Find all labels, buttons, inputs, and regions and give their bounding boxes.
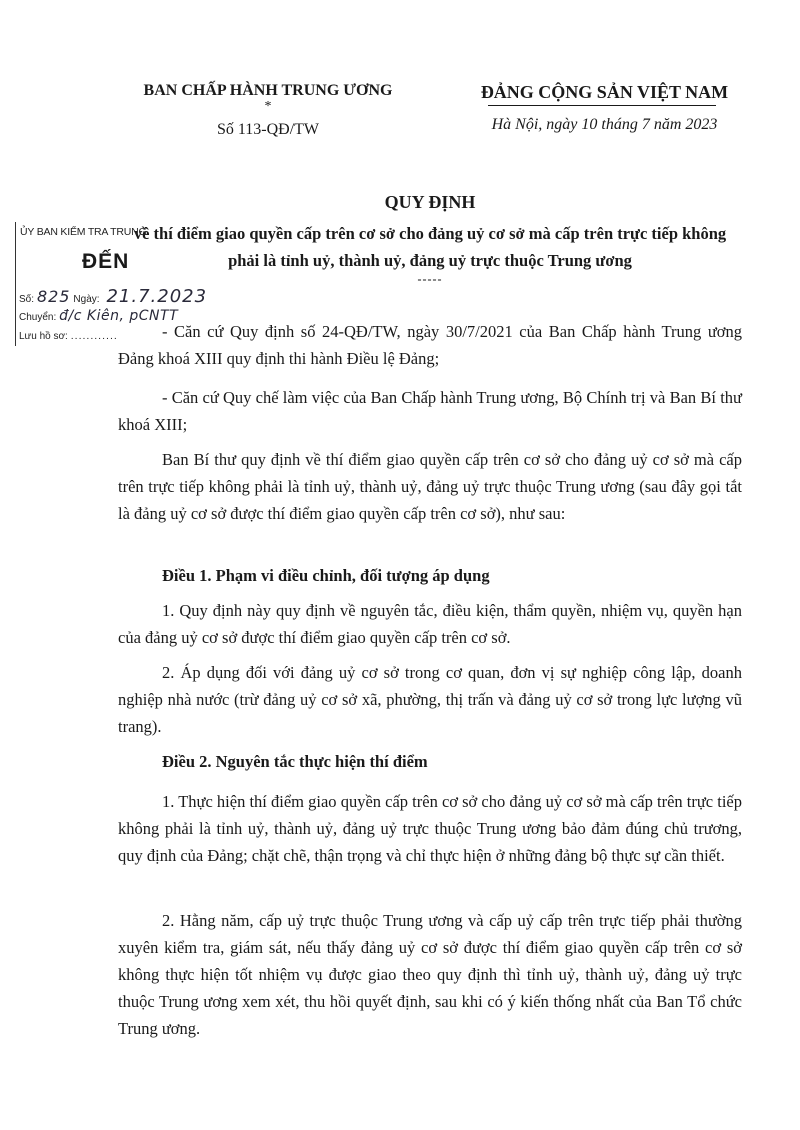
stamp-luu-label: Lưu hồ sơ:	[19, 331, 68, 342]
paragraph-legal-basis-2	[118, 384, 742, 438]
document-number: Số 113-QĐ/TW	[216, 121, 320, 138]
issue-date: Hà Nội, ngày 10 tháng 7 năm 2023	[491, 116, 718, 133]
stamp-ngay-label: Ngày:	[73, 294, 100, 305]
stamp-archive-row	[19, 330, 118, 342]
paragraph-text: 1. Thực hiện thí điểm giao quyền cấp trên cơ sở cho đảng uỷ cơ sở mà cấp trên trực tiếp không phải là tỉnh uỷ, thành uỷ, đảng uỷ trực thuộc Trung ương bảo đảm đúng chủ trương, quy định của Đảng; chặt chẽ, thận trọng và chỉ thực hiện ở những đảng bộ thực sự cần thiết.	[118, 792, 742, 865]
paragraph-text: - Căn cứ Quy định số 24-QĐ/TW, ngày 30/7/2021 của Ban Chấp hành Trung ương Đảng khoá XIII quy định thi hành Điều lệ Đảng;	[118, 322, 742, 368]
paragraph-legal-basis-1	[118, 318, 742, 372]
stamp-luu-value: ............	[70, 330, 118, 342]
paragraph-text: Ban Bí thư quy định về thí điểm giao quyền cấp trên cơ sở cho đảng uỷ cơ sở mà cấp trên trực tiếp không phải là tỉnh uỷ, thành uỷ, đảng uỷ trực thuộc Trung ương (sau đây gọi tắt là đảng uỷ cơ sở được thí điểm giao quyền cấp trên cơ sở), như sau:	[118, 450, 742, 523]
article-1-clause-1	[118, 597, 742, 651]
header-star: *	[264, 99, 272, 114]
stamp-number-row	[19, 286, 207, 307]
paragraph-text: 2. Áp dụng đối với đảng uỷ cơ sở trong cơ quan, đơn vị sự nghiệp công lập, doanh nghiệp nhà nước (trừ đảng uỷ cơ sở xã, phường, thị trấn và đảng uỷ cơ sở trong lực lượng vũ trang).	[118, 663, 742, 736]
paragraph-preamble	[118, 446, 742, 527]
stamp-organization: ỦY BAN KIỂM TRA TRUNG	[20, 226, 147, 238]
stamp-chuyen-label: Chuyển:	[19, 312, 57, 323]
stamp-den-label: ĐẾN	[82, 250, 130, 273]
article-2-clause-1	[118, 788, 742, 869]
article-1-clause-2	[118, 659, 742, 740]
stamp-so-value: 825	[36, 287, 71, 306]
stamp-so-label: Số:	[19, 294, 35, 305]
paragraph-text: 1. Quy định này quy định về nguyên tắc, điều kiện, thẩm quyền, nhiệm vụ, quyền hạn của đảng uỷ cơ sở được thí điểm giao quyền cấp trên cơ sở.	[118, 601, 742, 647]
issuing-organization: BAN CHẤP HÀNH TRUNG ƯƠNG	[143, 82, 393, 99]
document-subtitle: về thí điểm giao quyền cấp trên cơ sở cho đảng uỷ cơ sở mà cấp trên trực tiếp không phải là tỉnh uỷ, thành uỷ, đảng uỷ trực thuộc Trung ương	[133, 224, 727, 270]
party-name: ĐẢNG CỘNG SẢN VIỆT NAM	[480, 82, 729, 102]
header-underline	[488, 105, 716, 106]
stamp-ngay-value: 21.7.2023	[106, 286, 208, 307]
stamp-chuyen-value: đ/c Kiên, pCNTT	[59, 308, 179, 324]
paragraph-text: - Căn cứ Quy chế làm việc của Ban Chấp hành Trung ương, Bộ Chính trị và Ban Bí thư khoá XIII;	[118, 388, 742, 434]
article-2-clause-2	[118, 907, 742, 1042]
paragraph-text: 2. Hằng năm, cấp uỷ trực thuộc Trung ương và cấp uỷ cấp trên trực tiếp phải thường xuyên kiểm tra, giám sát, nếu thấy đảng uỷ cơ sở được thí điểm giao quyền cấp trên cơ sở không thực hiện tốt nhiệm vụ được giao theo quy định thì tỉnh uỷ, thành uỷ, đảng uỷ trực thuộc Trung ương xem xét, thu hồi quyết định, sau khi có ý kiến thống nhất của Ban Tổ chức Trung ương.	[118, 911, 742, 1038]
article-1-heading: Điều 1. Phạm vi điều chỉnh, đối tượng áp dụng	[162, 566, 490, 585]
title-separator: -----	[417, 272, 443, 286]
article-2-heading: Điều 2. Nguyên tắc thực hiện thí điểm	[162, 752, 428, 771]
document-title: QUY ĐỊNH	[384, 192, 476, 212]
